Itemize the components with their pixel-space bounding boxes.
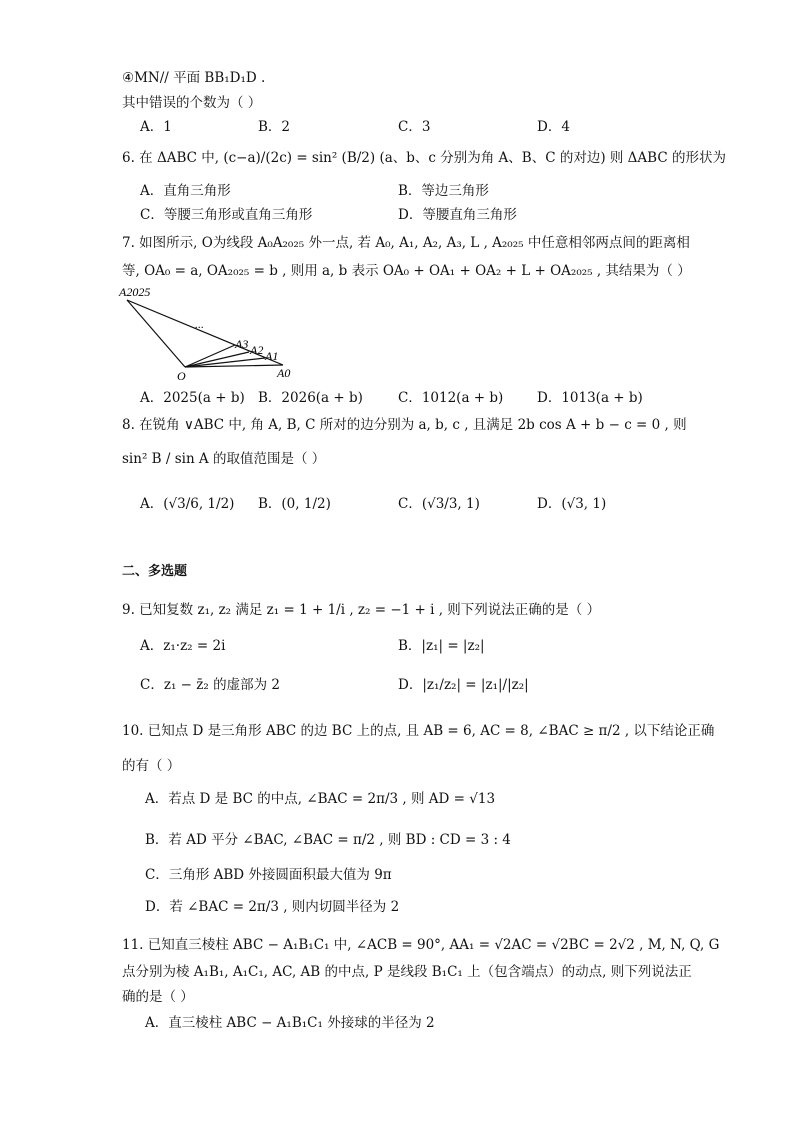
q7-stem-line2: 等, OA₀ = a, OA₂₀₂₅ = b , 则用 a, b 表示 OA₀ + OA₁ + OA₂ + L + OA₂₀₂₅ , 其结果为（ ） [122,263,691,279]
q10-stem-line1: 10. 已知点 D 是三角形 ABC 的边 BC 上的点, 且 AB = 6, AC = 8, ∠BAC ≥ π/2 , 以下结论正确 [122,723,715,739]
q8-option-b: B．(0, 1/2) [258,496,331,512]
fig-line-oa2025 [127,300,185,367]
q9-option-c: C．z₁ − z̄₂ 的虚部为 2 [140,677,280,693]
q7-figure [115,282,305,382]
q11-stem-line1: 11. 已知直三棱柱 ABC − A₁B₁C₁ 中, ∠ACB = 90°, AA₁ = √2AC = √2BC = 2√2 , M, N, Q, G [122,937,720,953]
q7-option-d: D．1013(a + b) [537,390,643,406]
q10-option-b: B．若 AD 平分 ∠BAC, ∠BAC = π/2 , 则 BD : CD = 3 : 4 [145,832,511,848]
q7-option-c: C．1012(a + b) [398,390,504,406]
q8-stem-line2: sin² B / sin A 的取值范围是（ ） [122,451,326,467]
q8-option-a: A．(√3/6, 1/2) [140,496,235,512]
q10-option-c: C．三角形 ABD 外接圆面积最大值为 9π [145,867,392,883]
q6-option-a: A．直角三角形 [140,183,231,199]
q6-option-d: D．等腰直角三角形 [398,207,517,223]
fig-label-o: O [177,369,186,382]
q8-option-c: C．(√3/3, 1) [398,496,480,512]
q10-option-a: A．若点 D 是 BC 的中点, ∠BAC = 2π/3 , 则 AD = √13 [145,791,496,807]
q9-option-d: D．|z₁/z₂| = |z₁|/|z₂| [398,677,529,693]
fig-line-oa2 [185,352,249,367]
item-4-line: ④MN// 平面 BB₁D₁D . [122,70,266,86]
q5-option-d: D．4 [537,119,570,135]
q11-stem-line3: 确的是（ ） [122,989,194,1005]
q5-option-c: C．3 [398,119,431,135]
q7-stem-line1: 7. 如图所示, O为线段 A₀A₂₀₂₅ 外一点, 若 A₀, A₁, A₂, A₃, L , A₂₀₂₅ 中任意相邻两点间的距离相 [122,235,690,251]
fig-label-a0: A0 [277,366,291,380]
q9-option-b: B．|z₁| = |z₂| [398,638,485,654]
q6-option-c: C．等腰三角形或直角三角形 [140,207,313,223]
q5-stem: 其中错误的个数为（ ） [122,95,262,111]
q11-stem-line2: 点分别为棱 A₁B₁, A₁C₁, AC, AB 的中点, P 是线段 B₁C₁ 上（包含端点）的动点, 则下列说法正 [122,964,692,980]
q5-option-b: B．2 [258,119,291,135]
q11-option-a: A．直三棱柱 ABC − A₁B₁C₁ 外接球的半径为 2 [145,1015,435,1031]
section-title-multiple-choice: 二、多选题 [122,564,188,579]
fig-label-a3: A3 [235,337,249,351]
q5-option-a: A．1 [140,119,172,135]
fig-dots: ... [195,317,204,331]
q6-stem: 6. 在 ΔABC 中, (c−a)/(2c) = sin² (B/2) (a、b、c 分别为角 A、B、C 的对边) 则 ΔABC 的形状为 [122,150,726,166]
q7-option-b: B．2026(a + b) [258,390,363,406]
q6-option-b: B．等边三角形 [398,183,489,199]
q9-stem: 9. 已知复数 z₁, z₂ 满足 z₁ = 1 + 1/i , z₂ = −1 + i , 则下列说法正确的是（ ） [122,602,601,618]
fig-label-a2025: A2025 [119,285,151,299]
q9-option-a: A．z₁·z₂ = 2i [140,638,226,654]
q10-stem-line2: 的有（ ） [122,758,181,774]
q7-option-a: A．2025(a + b) [140,390,245,406]
fig-label-a1: A1 [265,349,279,363]
q8-option-d: D．(√3, 1) [537,496,607,512]
q8-stem-line1: 8. 在锐角 ∨ABC 中, 角 A, B, C 所对的边分别为 a, b, c , 且满足 2b cos A + b − c = 0 , 则 [122,417,687,433]
q10-option-d: D．若 ∠BAC = 2π/3 , 则内切圆半径为 2 [145,899,400,915]
fig-label-a2: A2 [250,343,264,357]
